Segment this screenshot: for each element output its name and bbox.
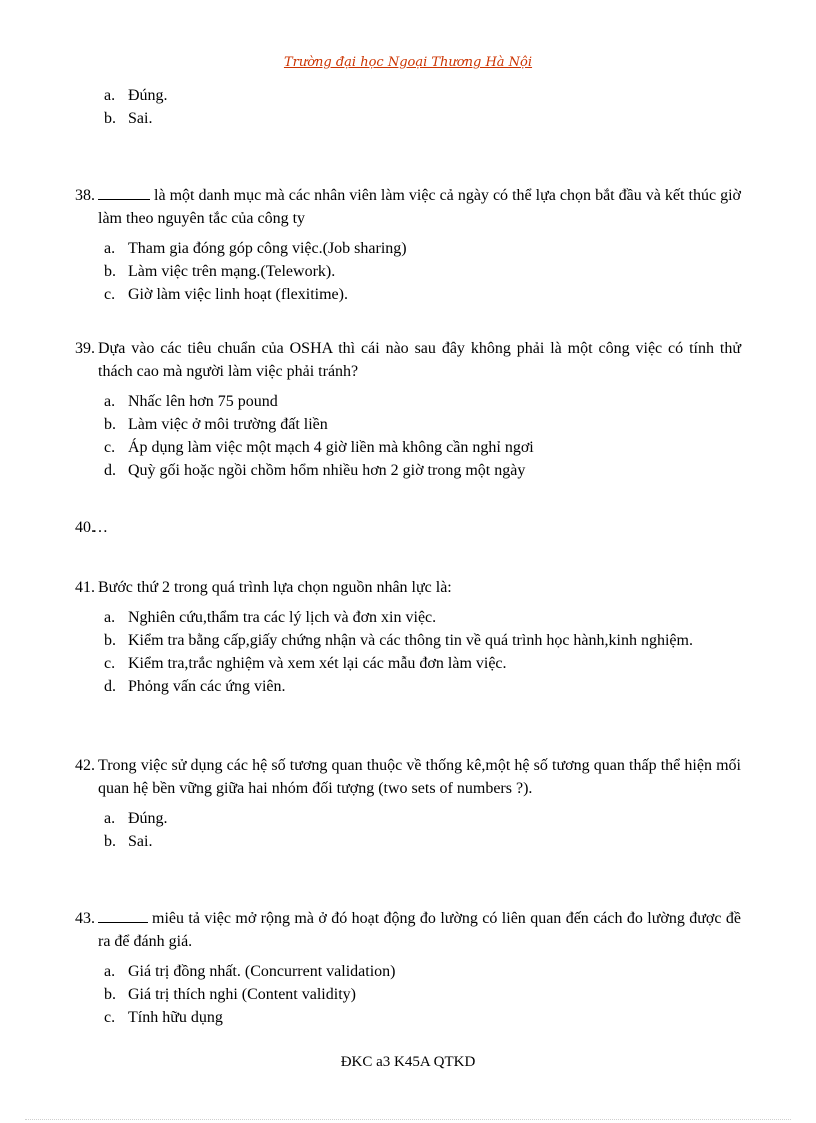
option-letter: c. xyxy=(104,1009,116,1026)
option-letter: d. xyxy=(104,678,116,695)
option-text: Tham gia đóng góp công việc.(Job sharing) xyxy=(128,240,407,257)
option-text: Kiểm tra bằng cấp,giấy chứng nhận và các thông tin về quá trình học hành,kinh nghiệm. xyxy=(128,632,693,649)
option-letter: c. xyxy=(104,655,116,672)
option-item xyxy=(0,413,741,436)
page-bottom-divider xyxy=(25,1119,791,1120)
option-item xyxy=(0,807,741,830)
option-item xyxy=(0,983,741,1006)
option-text: Giá trị đồng nhất. (Concurrent validation) xyxy=(128,963,396,980)
option-letter: a. xyxy=(104,87,116,104)
option-letter: b. xyxy=(104,110,116,127)
option-letter: d. xyxy=(104,462,116,479)
option-item xyxy=(0,459,741,482)
option-letter: b. xyxy=(104,632,116,649)
option-letter: a. xyxy=(104,393,116,410)
question-number: 41. xyxy=(75,579,95,596)
option-item xyxy=(0,652,741,675)
option-text: Nghiên cứu,thẩm tra các lý lịch và đơn xin việc. xyxy=(128,609,437,626)
option-text: Làm việc ở môi trường đất liền xyxy=(128,416,328,433)
option-text: Giờ làm việc linh hoạt (flexitime). xyxy=(128,286,348,303)
option-item xyxy=(0,84,741,107)
question-41 xyxy=(0,576,816,698)
option-letter: c. xyxy=(104,439,116,456)
option-letter: c. xyxy=(104,286,116,303)
option-text: Đúng. xyxy=(128,87,168,104)
option-item xyxy=(0,436,741,459)
option-item xyxy=(0,283,741,306)
question-text: … xyxy=(92,519,108,536)
option-text: Giá trị thích nghi (Content validity) xyxy=(128,986,356,1003)
question-stem xyxy=(0,516,741,539)
question-text: Trong việc sử dụng các hệ số tương quan thuộc về thống kê,một hệ số tương quan thấp thể hiện mối quan hệ bền vững giữa hai nhóm đối tượng (two sets of numbers ?). xyxy=(98,757,741,797)
page-header: Trường đại học Ngoại Thương Hà Nội xyxy=(283,55,533,70)
question-stem xyxy=(0,576,741,599)
question-stem xyxy=(0,907,741,953)
option-letter: a. xyxy=(104,240,116,257)
option-letter: a. xyxy=(104,810,116,827)
option-item xyxy=(0,107,741,130)
option-item xyxy=(0,675,741,698)
option-item xyxy=(0,606,741,629)
option-text: Sai. xyxy=(128,833,153,850)
question-text: là một danh mục mà các nhân viên làm việc cả ngày có thể lựa chọn bắt đầu và kết thúc giờ làm theo nguyên tắc của công ty xyxy=(98,187,741,227)
option-item xyxy=(0,1006,741,1029)
option-text: Đúng. xyxy=(128,810,168,827)
option-letter: b. xyxy=(104,986,116,1003)
question-stem xyxy=(0,754,741,800)
question-number: 39. xyxy=(75,340,95,357)
question-number: 43. xyxy=(75,910,95,927)
page-footer: ĐKC a3 K45A QTKD xyxy=(340,1054,476,1070)
question-39 xyxy=(0,337,816,482)
question-38 xyxy=(0,184,816,306)
option-letter: b. xyxy=(104,833,116,850)
question-number: 40. xyxy=(75,519,95,536)
fill-in-blank xyxy=(98,908,148,923)
question-43 xyxy=(0,907,816,1029)
option-letter: a. xyxy=(104,609,116,626)
question-text: miêu tả việc mở rộng mà ở đó hoạt động đo lường có liên quan đến cách đo lường được đề ra để đánh giá. xyxy=(98,910,741,950)
option-item xyxy=(0,237,741,260)
fill-in-blank xyxy=(98,185,150,200)
option-text: Sai. xyxy=(128,110,153,127)
option-text: Áp dụng làm việc một mạch 4 giờ liền mà không cần nghỉ ngơi xyxy=(128,439,534,456)
question-text: Bước thứ 2 trong quá trình lựa chọn nguồn nhân lực là: xyxy=(98,579,452,596)
option-item xyxy=(0,260,741,283)
option-item xyxy=(0,629,741,652)
question-40 xyxy=(0,516,816,539)
option-text: Kiểm tra,trắc nghiệm và xem xét lại các mẫu đơn làm việc. xyxy=(128,655,507,672)
option-text: Nhấc lên hơn 75 pound xyxy=(128,393,278,410)
option-item xyxy=(0,830,741,853)
option-letter: b. xyxy=(104,263,116,280)
question-42 xyxy=(0,754,816,853)
question-text: Dựa vào các tiêu chuẩn của OSHA thì cái nào sau đây không phải là một công việc có tính thử thách cao mà người làm việc phải tránh? xyxy=(98,340,741,380)
option-text: Làm việc trên mạng.(Telework). xyxy=(128,263,336,280)
option-letter: b. xyxy=(104,416,116,433)
option-text: Quỳ gối hoặc ngồi chồm hổm nhiều hơn 2 giờ trong một ngày xyxy=(128,462,526,479)
question-stem xyxy=(0,184,741,230)
option-item xyxy=(0,390,741,413)
question-number: 42. xyxy=(75,757,95,774)
question-number: 38. xyxy=(75,187,95,204)
previous-question-options xyxy=(0,84,816,130)
option-text: Tính hữu dụng xyxy=(128,1009,223,1026)
option-letter: a. xyxy=(104,963,116,980)
option-text: Phỏng vấn các ứng viên. xyxy=(128,678,286,695)
option-item xyxy=(0,960,741,983)
question-stem xyxy=(0,337,741,383)
